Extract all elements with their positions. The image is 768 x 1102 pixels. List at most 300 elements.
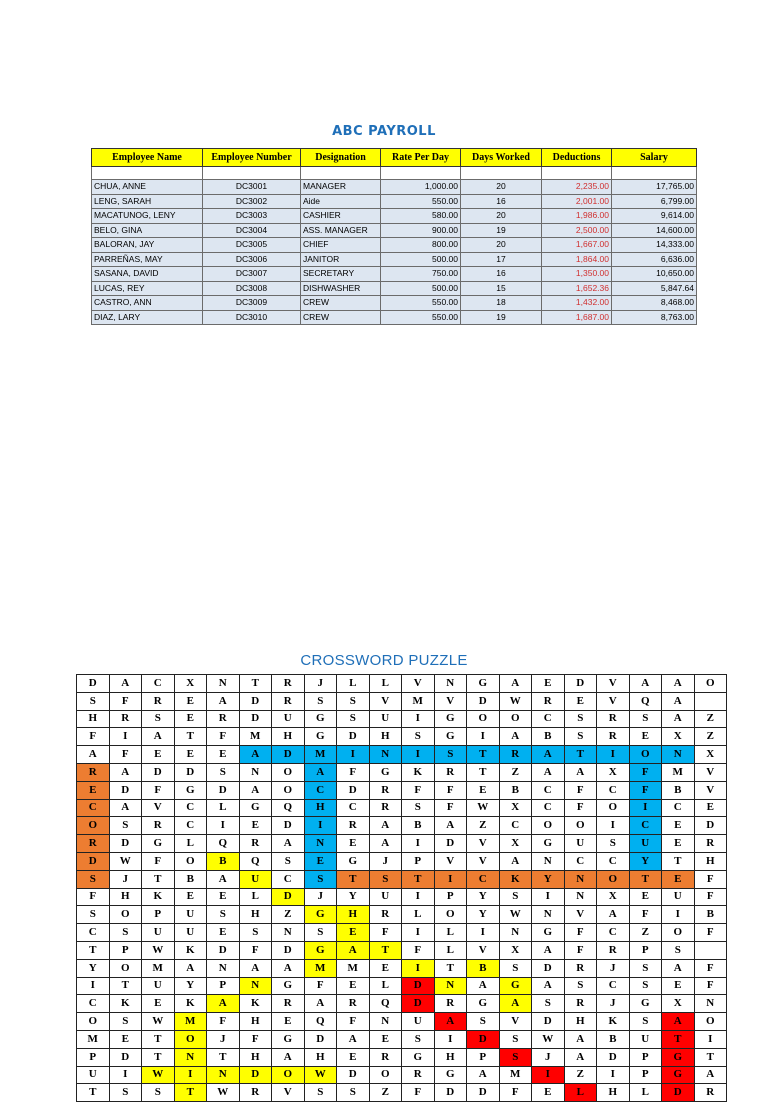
grid-cell: P — [109, 941, 142, 959]
days-worked-cell: 17 — [461, 252, 542, 267]
grid-cell: G — [662, 1066, 695, 1084]
grid-cell: D — [304, 1030, 337, 1048]
grid-cell: E — [662, 870, 695, 888]
grid-cell: A — [532, 746, 565, 764]
employee-name-cell: BALORAN, JAY — [92, 238, 203, 253]
grid-cell: F — [499, 1084, 532, 1102]
grid-cell: S — [499, 1048, 532, 1066]
grid-cell: R — [694, 835, 727, 853]
grid-cell: G — [272, 977, 305, 995]
grid-cell: S — [402, 1030, 435, 1048]
grid-cell: G — [434, 710, 467, 728]
grid-cell: E — [467, 781, 500, 799]
grid-cell: A — [434, 817, 467, 835]
grid-cell: R — [272, 995, 305, 1013]
grid-cell: R — [207, 710, 240, 728]
grid-cell: D — [272, 746, 305, 764]
grid-cell: Y — [532, 870, 565, 888]
grid-cell: D — [532, 1013, 565, 1031]
grid-cell: N — [532, 852, 565, 870]
grid-cell: I — [174, 1066, 207, 1084]
grid-cell: H — [239, 1013, 272, 1031]
grid-cell: C — [304, 781, 337, 799]
rate-cell: 750.00 — [381, 267, 461, 282]
grid-cell: R — [337, 817, 370, 835]
grid-cell: V — [694, 763, 727, 781]
grid-cell: N — [434, 977, 467, 995]
grid-cell: T — [77, 1084, 110, 1102]
grid-cell: F — [434, 799, 467, 817]
grid-cell: S — [109, 817, 142, 835]
grid-cell: J — [207, 1030, 240, 1048]
grid-cell: J — [532, 1048, 565, 1066]
grid-cell: C — [532, 710, 565, 728]
grid-cell: I — [207, 817, 240, 835]
grid-cell: T — [662, 852, 695, 870]
grid-cell: P — [434, 888, 467, 906]
grid-cell: R — [597, 941, 630, 959]
grid-cell: Z — [564, 1066, 597, 1084]
rate-cell: 550.00 — [381, 296, 461, 311]
grid-cell: Q — [239, 852, 272, 870]
grid-cell: I — [402, 710, 435, 728]
grid-cell: V — [499, 1013, 532, 1031]
table-row — [92, 209, 697, 224]
grid-cell: F — [629, 906, 662, 924]
grid-cell: W — [467, 799, 500, 817]
grid-cell: V — [597, 675, 630, 693]
col-header-rate-per-day: Rate Per Day — [381, 149, 461, 167]
grid-cell: N — [239, 763, 272, 781]
grid-cell: N — [434, 675, 467, 693]
grid-cell: F — [402, 1084, 435, 1102]
grid-cell: E — [629, 888, 662, 906]
grid-cell: E — [142, 746, 175, 764]
employee-number-cell: DC3004 — [203, 223, 301, 238]
grid-cell: H — [304, 1048, 337, 1066]
grid-cell: C — [629, 817, 662, 835]
employee-number-cell: DC3008 — [203, 281, 301, 296]
days-worked-cell: 20 — [461, 180, 542, 195]
col-header-employee-name: Employee Name — [92, 149, 203, 167]
grid-cell: X — [597, 888, 630, 906]
grid-cell: T — [174, 1084, 207, 1102]
deductions-cell: 2,500.00 — [542, 223, 612, 238]
grid-row — [77, 870, 727, 888]
grid-cell: F — [142, 852, 175, 870]
deductions-cell: 1,432.00 — [542, 296, 612, 311]
grid-cell: T — [694, 1048, 727, 1066]
salary-cell: 10,650.00 — [612, 267, 697, 282]
grid-cell: V — [402, 675, 435, 693]
grid-cell: S — [109, 1013, 142, 1031]
grid-cell: F — [337, 763, 370, 781]
grid-cell: E — [109, 1030, 142, 1048]
grid-cell: I — [434, 870, 467, 888]
grid-cell: R — [142, 817, 175, 835]
grid-cell: N — [207, 1066, 240, 1084]
designation-cell: SECRETARY — [301, 267, 381, 282]
grid-cell: S — [337, 710, 370, 728]
grid-cell: U — [77, 1066, 110, 1084]
grid-cell: T — [434, 959, 467, 977]
col-header-salary: Salary — [612, 149, 697, 167]
grid-cell: A — [499, 728, 532, 746]
grid-cell: S — [369, 870, 402, 888]
salary-cell: 6,636.00 — [612, 252, 697, 267]
designation-cell: CHIEF — [301, 238, 381, 253]
grid-cell: H — [434, 1048, 467, 1066]
grid-cell: F — [434, 781, 467, 799]
grid-cell: N — [564, 870, 597, 888]
employee-number-cell: DC3006 — [203, 252, 301, 267]
grid-cell: C — [597, 852, 630, 870]
grid-cell: F — [694, 977, 727, 995]
grid-cell: U — [402, 1013, 435, 1031]
grid-cell: I — [532, 888, 565, 906]
grid-cell: A — [239, 781, 272, 799]
grid-cell: F — [694, 870, 727, 888]
grid-cell: G — [467, 995, 500, 1013]
grid-cell: J — [109, 870, 142, 888]
employee-name-cell: PARREÑAS, MAY — [92, 252, 203, 267]
designation-cell: MANAGER — [301, 180, 381, 195]
grid-cell: U — [564, 835, 597, 853]
grid-cell: T — [402, 870, 435, 888]
grid-cell: R — [77, 835, 110, 853]
grid-cell: A — [662, 692, 695, 710]
employee-number-cell: DC3001 — [203, 180, 301, 195]
rate-cell: 550.00 — [381, 310, 461, 325]
grid-cell: S — [629, 1013, 662, 1031]
employee-number-cell: DC3010 — [203, 310, 301, 325]
grid-cell: A — [207, 870, 240, 888]
grid-cell: W — [304, 1066, 337, 1084]
grid-cell: G — [272, 1030, 305, 1048]
deductions-cell: 2,235.00 — [542, 180, 612, 195]
grid-cell: N — [174, 1048, 207, 1066]
grid-cell: D — [532, 959, 565, 977]
grid-cell: R — [597, 728, 630, 746]
grid-cell: T — [174, 728, 207, 746]
grid-cell: H — [369, 728, 402, 746]
grid-cell: R — [694, 1084, 727, 1102]
grid-cell: W — [532, 1030, 565, 1048]
grid-cell: O — [499, 710, 532, 728]
grid-cell: Y — [77, 959, 110, 977]
grid-cell: S — [629, 977, 662, 995]
grid-cell: P — [629, 941, 662, 959]
grid-cell: I — [402, 835, 435, 853]
grid-cell: C — [77, 799, 110, 817]
grid-row — [77, 977, 727, 995]
grid-cell: M — [174, 1013, 207, 1031]
grid-cell: I — [109, 728, 142, 746]
grid-cell: A — [662, 1013, 695, 1031]
grid-cell: O — [109, 906, 142, 924]
grid-cell: S — [564, 977, 597, 995]
grid-row — [77, 781, 727, 799]
grid-cell: R — [434, 763, 467, 781]
grid-row — [77, 941, 727, 959]
grid-cell: S — [337, 1084, 370, 1102]
grid-cell: I — [402, 746, 435, 764]
grid-row — [77, 835, 727, 853]
blank-row — [92, 167, 697, 180]
deductions-cell: 2,001.00 — [542, 194, 612, 209]
grid-cell: Z — [629, 924, 662, 942]
grid-cell: W — [142, 941, 175, 959]
grid-cell: E — [564, 692, 597, 710]
grid-cell: D — [467, 1084, 500, 1102]
grid-cell: U — [142, 977, 175, 995]
grid-cell: S — [564, 728, 597, 746]
table-row — [92, 310, 697, 325]
grid-row — [77, 817, 727, 835]
grid-cell: E — [337, 924, 370, 942]
grid-cell: Y — [467, 888, 500, 906]
grid-cell: S — [77, 870, 110, 888]
grid-cell: Q — [207, 835, 240, 853]
grid-cell: P — [402, 852, 435, 870]
grid-cell: K — [142, 888, 175, 906]
grid-cell: A — [662, 710, 695, 728]
deductions-cell: 1,667.00 — [542, 238, 612, 253]
grid-cell: Y — [174, 977, 207, 995]
grid-cell: A — [337, 1030, 370, 1048]
designation-cell: CREW — [301, 310, 381, 325]
employee-name-cell: LENG, SARAH — [92, 194, 203, 209]
grid-cell: C — [499, 817, 532, 835]
grid-cell: N — [499, 924, 532, 942]
grid-cell: N — [369, 746, 402, 764]
grid-cell: Z — [694, 728, 727, 746]
grid-cell: T — [142, 1048, 175, 1066]
grid-cell: K — [402, 763, 435, 781]
grid-cell: O — [272, 763, 305, 781]
grid-cell: X — [662, 995, 695, 1013]
grid-cell: F — [629, 781, 662, 799]
grid-cell: U — [629, 1030, 662, 1048]
grid-cell: C — [597, 924, 630, 942]
grid-cell: D — [434, 835, 467, 853]
grid-cell: O — [369, 1066, 402, 1084]
grid-cell: F — [402, 781, 435, 799]
grid-cell: M — [77, 1030, 110, 1048]
grid-cell: S — [402, 728, 435, 746]
payroll-header-row — [92, 149, 697, 167]
grid-cell: F — [564, 941, 597, 959]
grid-cell: T — [662, 1030, 695, 1048]
salary-cell: 17,765.00 — [612, 180, 697, 195]
grid-cell: A — [207, 995, 240, 1013]
grid-cell: L — [207, 799, 240, 817]
deductions-cell: 1,986.00 — [542, 209, 612, 224]
grid-cell: D — [174, 763, 207, 781]
grid-cell: F — [142, 781, 175, 799]
grid-cell: A — [532, 941, 565, 959]
grid-cell: A — [109, 675, 142, 693]
days-worked-cell: 18 — [461, 296, 542, 311]
grid-cell: A — [564, 1048, 597, 1066]
employee-name-cell: SASANA, DAVID — [92, 267, 203, 282]
salary-cell: 5,847.64 — [612, 281, 697, 296]
deductions-cell: 1,350.00 — [542, 267, 612, 282]
grid-cell: O — [662, 924, 695, 942]
grid-cell: I — [402, 924, 435, 942]
grid-cell: S — [499, 959, 532, 977]
grid-cell: G — [499, 977, 532, 995]
grid-cell: E — [207, 924, 240, 942]
deductions-cell: 1,652.36 — [542, 281, 612, 296]
grid-cell: W — [142, 1013, 175, 1031]
grid-cell: L — [369, 675, 402, 693]
grid-cell: Z — [467, 817, 500, 835]
grid-cell: O — [564, 817, 597, 835]
grid-cell: C — [272, 870, 305, 888]
grid-cell: D — [207, 781, 240, 799]
employee-number-cell: DC3002 — [203, 194, 301, 209]
grid-cell: H — [109, 888, 142, 906]
grid-cell: V — [369, 692, 402, 710]
grid-cell: E — [174, 692, 207, 710]
grid-cell: E — [532, 1084, 565, 1102]
grid-cell: C — [77, 995, 110, 1013]
grid-cell: D — [109, 1048, 142, 1066]
grid-cell: S — [304, 870, 337, 888]
designation-cell: JANITOR — [301, 252, 381, 267]
grid-cell: X — [597, 763, 630, 781]
grid-cell: I — [109, 1066, 142, 1084]
grid-cell: C — [662, 799, 695, 817]
grid-cell: I — [662, 906, 695, 924]
grid-cell: S — [207, 763, 240, 781]
grid-row — [77, 888, 727, 906]
employee-number-cell: DC3005 — [203, 238, 301, 253]
grid-cell: S — [77, 692, 110, 710]
grid-cell: D — [597, 1048, 630, 1066]
table-row — [92, 296, 697, 311]
grid-cell: E — [337, 835, 370, 853]
grid-cell: X — [694, 746, 727, 764]
grid-cell: H — [597, 1084, 630, 1102]
payroll-body — [92, 167, 697, 325]
grid-cell — [694, 941, 727, 959]
grid-cell: E — [662, 835, 695, 853]
grid-cell: S — [662, 941, 695, 959]
grid-cell: E — [272, 1013, 305, 1031]
employee-name-cell: DIAZ, LARY — [92, 310, 203, 325]
grid-cell: E — [77, 781, 110, 799]
grid-cell: F — [694, 959, 727, 977]
grid-cell: L — [402, 906, 435, 924]
rate-cell: 500.00 — [381, 252, 461, 267]
grid-cell: R — [142, 692, 175, 710]
grid-cell: C — [337, 799, 370, 817]
salary-cell: 14,600.00 — [612, 223, 697, 238]
grid-cell: L — [564, 1084, 597, 1102]
grid-cell: X — [499, 835, 532, 853]
designation-cell: ASS. MANAGER — [301, 223, 381, 238]
grid-row — [77, 1030, 727, 1048]
grid-cell: H — [564, 1013, 597, 1031]
grid-cell: D — [142, 763, 175, 781]
payroll-title: ABC PAYROLL — [332, 124, 436, 139]
grid-cell: F — [694, 888, 727, 906]
grid-cell: A — [662, 675, 695, 693]
deductions-cell: 1,864.00 — [542, 252, 612, 267]
grid-cell: E — [662, 817, 695, 835]
grid-cell: K — [174, 941, 207, 959]
grid-cell: G — [467, 675, 500, 693]
grid-cell: W — [499, 692, 532, 710]
grid-cell: F — [207, 728, 240, 746]
rate-cell: 580.00 — [381, 209, 461, 224]
grid-cell: S — [304, 1084, 337, 1102]
grid-cell: G — [434, 1066, 467, 1084]
days-worked-cell: 20 — [461, 209, 542, 224]
grid-cell: R — [337, 995, 370, 1013]
grid-cell: U — [662, 888, 695, 906]
grid-cell: D — [239, 692, 272, 710]
grid-cell: O — [174, 852, 207, 870]
grid-cell: D — [564, 675, 597, 693]
grid-cell: E — [369, 959, 402, 977]
days-worked-cell: 16 — [461, 194, 542, 209]
grid-cell: T — [629, 870, 662, 888]
grid-cell: M — [239, 728, 272, 746]
grid-cell: N — [239, 977, 272, 995]
rate-cell: 900.00 — [381, 223, 461, 238]
table-row — [92, 252, 697, 267]
employee-name-cell: MACATUNOG, LENY — [92, 209, 203, 224]
grid-cell: U — [629, 835, 662, 853]
grid-cell: K — [499, 870, 532, 888]
grid-cell: M — [662, 763, 695, 781]
grid-cell: K — [174, 995, 207, 1013]
grid-row — [77, 924, 727, 942]
grid-cell: R — [272, 692, 305, 710]
grid-cell: O — [272, 1066, 305, 1084]
grid-cell: U — [369, 888, 402, 906]
days-worked-cell: 15 — [461, 281, 542, 296]
grid-cell: S — [304, 692, 337, 710]
col-header-deductions: Deductions — [542, 149, 612, 167]
deductions-cell: 1,687.00 — [542, 310, 612, 325]
table-row — [92, 267, 697, 282]
grid-cell: K — [109, 995, 142, 1013]
grid-cell: M — [304, 746, 337, 764]
grid-cell: P — [77, 1048, 110, 1066]
grid-cell: A — [629, 675, 662, 693]
grid-cell: S — [239, 924, 272, 942]
table-row — [92, 281, 697, 296]
grid-cell: I — [629, 799, 662, 817]
grid-cell: H — [337, 906, 370, 924]
grid-cell: A — [272, 959, 305, 977]
grid-cell: A — [369, 817, 402, 835]
grid-cell: R — [564, 959, 597, 977]
grid-cell: E — [304, 852, 337, 870]
grid-cell: O — [467, 710, 500, 728]
grid-cell: O — [434, 906, 467, 924]
grid-cell: D — [77, 852, 110, 870]
days-worked-cell: 19 — [461, 310, 542, 325]
grid-cell: A — [564, 1030, 597, 1048]
grid-cell: D — [694, 817, 727, 835]
grid-cell: W — [207, 1084, 240, 1102]
grid-cell: U — [272, 710, 305, 728]
